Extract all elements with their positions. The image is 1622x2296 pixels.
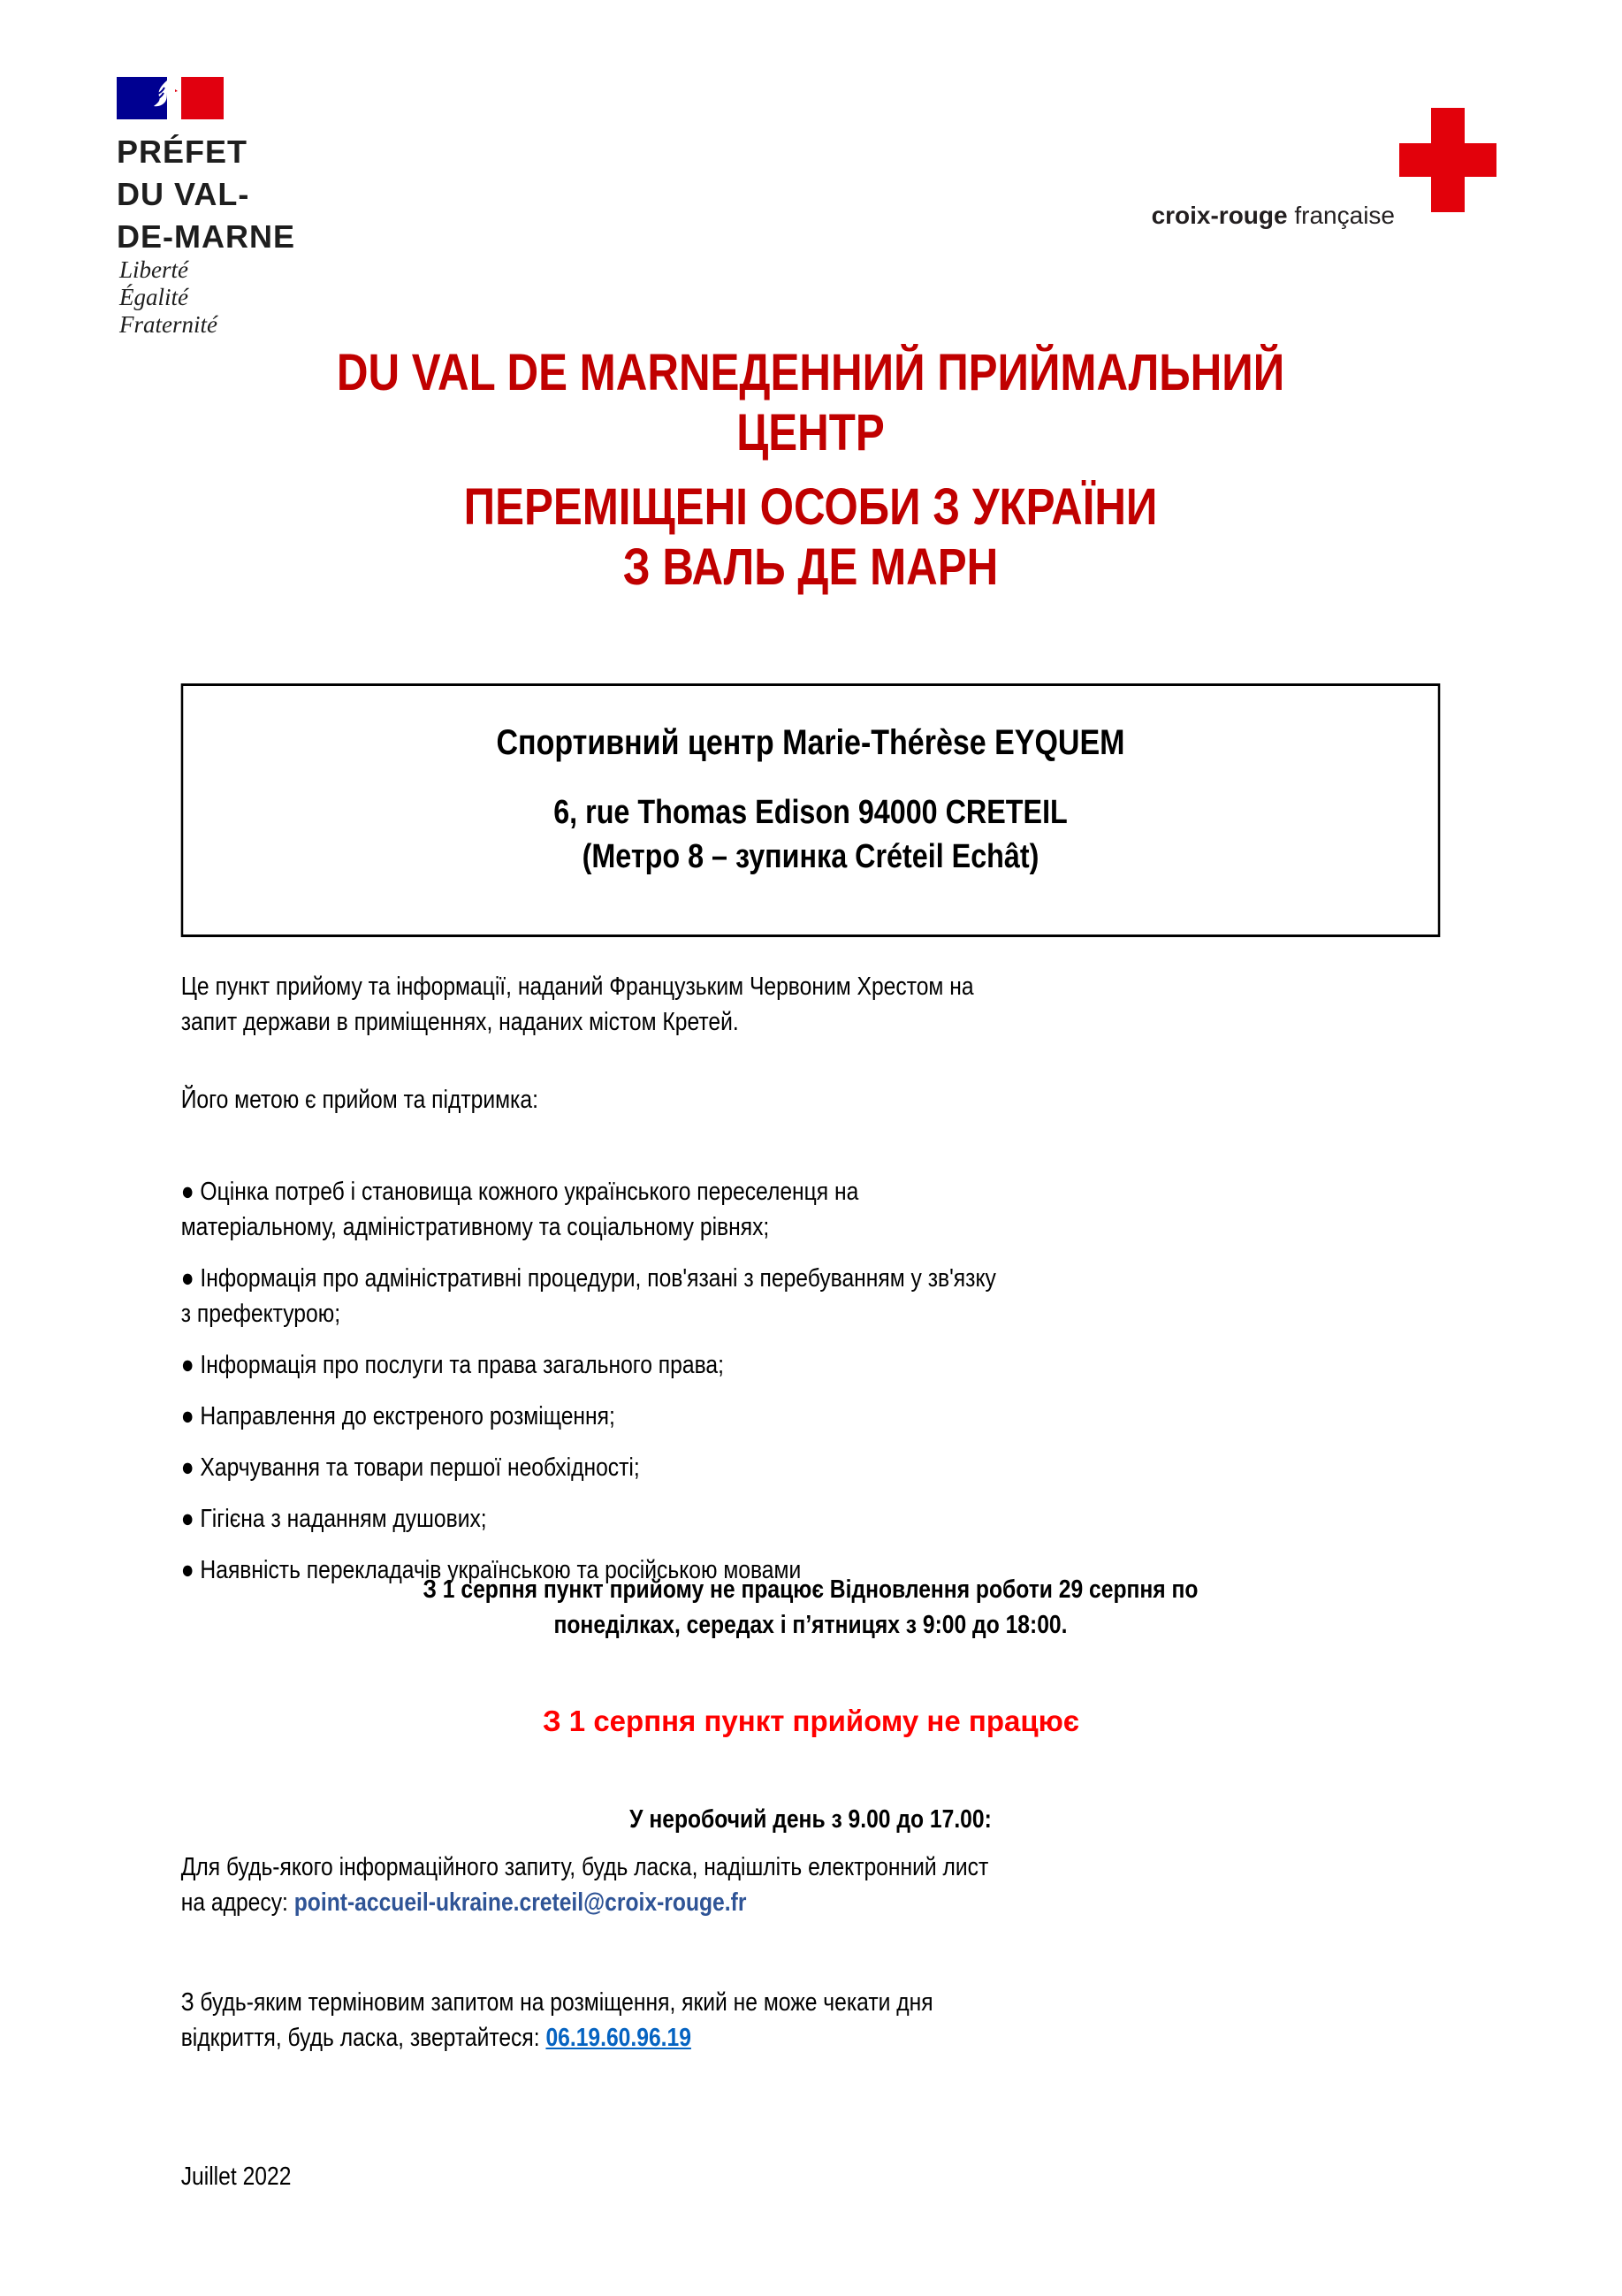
email-link[interactable]: point-accueil-ukraine.creteil@croix-rouge.fr	[293, 1888, 747, 1917]
prefecture-motto: Liberté Égalité Fraternité	[119, 256, 217, 338]
closed-notice: З 1 серпня пункт прийому не працює	[542, 1705, 1080, 1737]
urgent-paragraph-line1: З будь-яким терміновим запитом на розміщення, який не може чекати дня	[180, 1988, 933, 2017]
bullet-item: ● Харчування та товари першої необхідності;	[180, 1453, 640, 1482]
location-box	[181, 683, 1441, 937]
main-title-paragraph-2: ПЕРЕМІЩЕНІ ОСОБИ З УКРАЇНИ З ВАЛЬ ДЕ МАРН	[463, 478, 1158, 596]
email-paragraph	[181, 1850, 1441, 1920]
red-cross-brand-bold: croix-rouge	[1151, 202, 1288, 229]
email-paragraph-line1: Для будь-якого інформаційного запиту, будь ласка, надішліть електронний лист	[180, 1853, 989, 1881]
prefecture-name: PRÉFET DU VAL- DE-MARNE	[117, 133, 295, 255]
red-cross-brand-regular: française	[1287, 202, 1395, 229]
bullet-item: ● Наявність перекладачів українською та російською мовами	[180, 1556, 802, 1584]
footer-date: Juillet 2022	[180, 2163, 292, 2191]
bullet-item: ● Направлення до екстреного розміщення;	[180, 1402, 615, 1430]
services-bullet-list	[181, 1158, 1441, 1604]
content-column	[181, 0, 1441, 2296]
bullet-item: ● Гігієна з наданням душових;	[180, 1505, 487, 1533]
phone-link[interactable]: 06.19.60.96.19	[545, 2024, 691, 2052]
bullet-item: ● Інформація про адміністративні процедури, пов'язані з перебуванням у зв'язку з префектурою;	[180, 1264, 996, 1328]
email-paragraph-prefix: на адресу:	[180, 1888, 294, 1917]
urgent-paragraph-prefix: відкриття, будь ласка, звертайтеся:	[180, 2024, 546, 2052]
bullet-item: ● Інформація про послуги та права загального права;	[180, 1351, 724, 1379]
purpose-paragraph: Його метою є прийом та підтримка:	[180, 1086, 538, 1114]
schedule-notice: З 1 серпня пункт прийому не працює Відновлення роботи 29 серпня по понеділках, середах і п’ятницях з 9:00 до 18:00.	[423, 1575, 1199, 1639]
location-address: 6, rue Thomas Edison 94000 CRETEIL (Метро 8 – зупинка Créteil Echât)	[553, 794, 1068, 875]
urgent-paragraph	[181, 1985, 1441, 2056]
main-title-paragraph-1: DU VAL DE MARNEДЕННИЙ ПРИЙМАЛЬНИЙ ЦЕНТР	[336, 344, 1285, 461]
location-center-name: Спортивний центр Marie-Thérèse EYQUEM	[496, 723, 1125, 762]
intro-paragraph: Це пункт прийому та інформації, наданий Французьким Червоним Хрестом на запит держави в приміщеннях, наданих містом Кретей.	[180, 973, 974, 1036]
bullet-item: ● Оцінка потреб і становища кожного українського переселенця на матеріальному, адміністративному та соціальному рівнях;	[180, 1178, 859, 1241]
offday-heading: У неробочий день з 9.00 до 17.00:	[629, 1805, 992, 1834]
